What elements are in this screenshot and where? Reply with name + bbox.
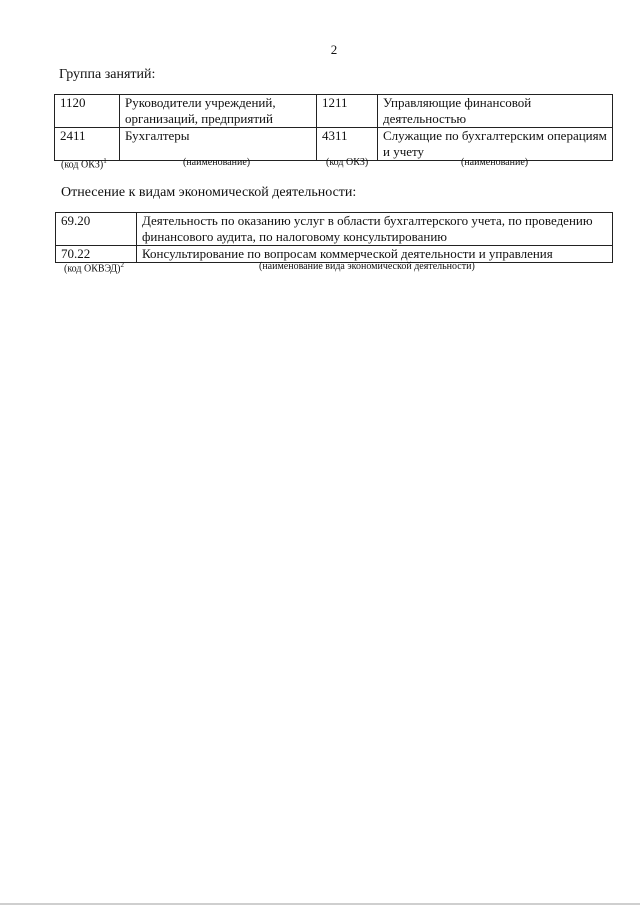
okved-code-caption: (код ОКВЭД)$^2$: [64, 261, 124, 275]
okved-name-caption: (наименование вида экономической деятельности): [259, 261, 475, 272]
page-number: 2: [330, 42, 338, 57]
okz-name-cell: Служащие по бухгалтерским операциям и учету: [378, 128, 613, 161]
okz-code-cell: 2411: [55, 128, 120, 161]
okved-name-cell: Консультирование по вопросам коммерческой деятельности и управления: [137, 246, 613, 263]
okz-name-caption: (наименование): [183, 157, 251, 168]
economic-activities-title: Отнесение к видам экономической деятельности:: [61, 185, 357, 200]
table-row: [56, 213, 613, 246]
okz-code-cell: 1120: [55, 95, 120, 128]
okz-name-cell: Руководители учреждений, организаций, предприятий: [120, 95, 317, 128]
footnote-marker: 2: [120, 261, 124, 269]
okved-name-cell: Деятельность по оказанию услуг в области бухгалтерского учета, по проведению финансового аудита, по налоговому консультированию: [137, 213, 613, 246]
table-row: [55, 95, 613, 128]
okz-code-cell: 4311: [317, 128, 378, 161]
footnote-marker: 1: [103, 157, 107, 165]
okz-code-caption: (код ОКЗ): [326, 157, 369, 168]
economic-activities-table: [55, 212, 613, 263]
occupation-groups-title: Группа занятий:: [59, 67, 156, 82]
okz-name-cell: Бухгалтеры: [120, 128, 317, 161]
okz-code-caption: (код ОКЗ)$^1$: [61, 157, 107, 171]
okved-code-cell: 70.22: [56, 246, 137, 263]
okved-code-cell: 69.20: [56, 213, 137, 246]
okz-name-caption: (наименование): [461, 157, 529, 168]
table-row: [55, 128, 613, 161]
table-row: [56, 246, 613, 263]
okz-name-cell: Управляющие финансовой деятельностью: [378, 95, 613, 128]
occupation-groups-table: [54, 94, 613, 161]
okz-code-cell: 1211: [317, 95, 378, 128]
